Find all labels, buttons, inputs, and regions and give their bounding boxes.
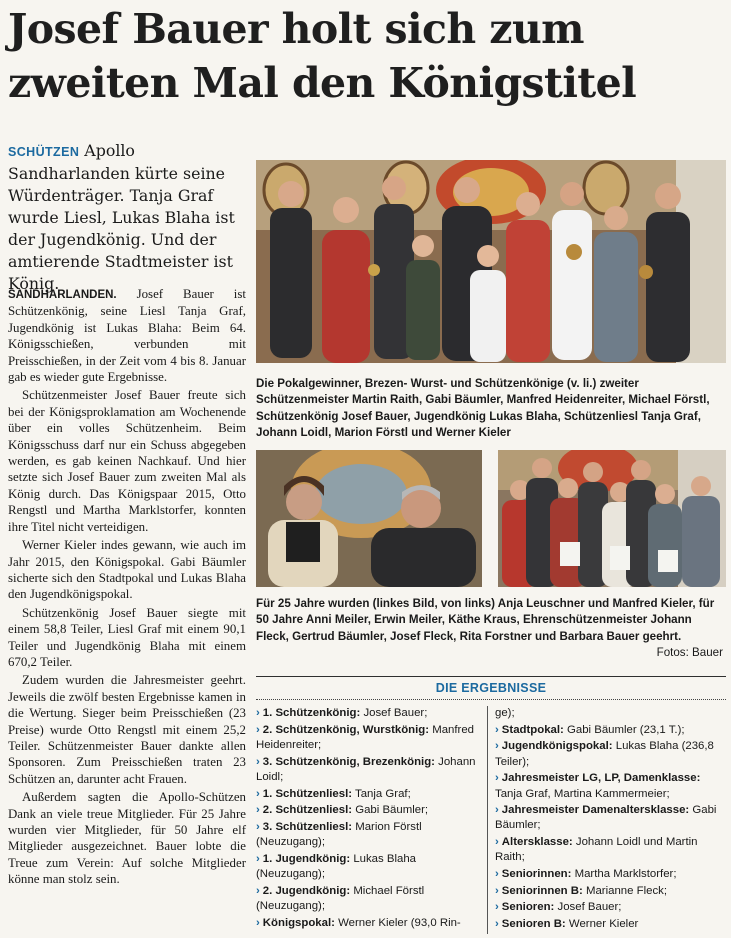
result-item: › Königspokal: Werner Kieler (93,0 Rin- bbox=[256, 916, 461, 929]
results-heading: DIE ERGEBNISSE bbox=[256, 676, 726, 700]
photo-credit: Fotos: Bauer bbox=[656, 646, 723, 659]
arrow-icon: › bbox=[256, 884, 260, 897]
result-item: › 1. Schützenliesl: Tanja Graf; bbox=[256, 787, 411, 800]
body-text: Josef Bauer ist Schützenkönig, seine Liesl Tanja Graf, Jugendkönig ist Lukas Blaha: Beim 64. Königsschießen, verbunden mit Preisschießen, in der Zeit vom 4 bis 8. Januar gab es wieder gute Ergebnisse. bbox=[8, 287, 246, 385]
arrow-icon: › bbox=[495, 901, 499, 914]
caption-lower-photos: Für 25 Jahre wurden (linkes Bild, von links) Anja Leuschner und Manfred Kieler, für 50 Jahre Anni Meiler, Erwin Meiler, Käthe Kraus, Ehrenschützenmeister Johann Fleck, Gertrud Bäumler, Josef Fleck, Rita Forstner und Barbara Bauer geehrt. bbox=[256, 597, 715, 643]
arrow-icon: › bbox=[256, 852, 260, 865]
arrow-icon: › bbox=[495, 804, 499, 817]
dateline: SANDHARLANDEN. bbox=[8, 289, 117, 301]
arrow-icon: › bbox=[256, 755, 260, 768]
photo-prize-winners bbox=[256, 160, 726, 363]
photo-prize-winners-image bbox=[256, 160, 726, 363]
result-item: › Altersklasse: Johann Loidl und Martin Raith; bbox=[495, 836, 698, 864]
result-item: › Seniorinnen B: Marianne Fleck; bbox=[495, 884, 668, 897]
result-item: › Jahresmeister Damenaltersklasse: Gabi Bäumler; bbox=[495, 804, 717, 832]
lead-paragraph bbox=[8, 140, 248, 295]
result-item: › Senioren B: Werner Kieler bbox=[495, 918, 639, 931]
result-item: › Senioren: Josef Bauer; bbox=[495, 901, 622, 914]
result-item: › Stadtpokal: Gabi Bäumler (23,1 T.); bbox=[495, 723, 685, 736]
result-item: › Seniorinnen: Martha Marklstorfer; bbox=[495, 868, 677, 881]
body-paragraph: Zudem wurden die Jahresmeister geehrt. Jeweils die zwölf besten Ergebnisse kamen in die Wertung. Sieger beim Preisschießen (23 Preise) wurde Otto Rengstl mit einem 25,2 Teiler. Schützenmeister Bauer dankte allen Sponsoren. Zum Preisschießen traten 23 Schützen an, darunter acht Frauen. bbox=[8, 673, 246, 786]
result-item: › Jahresmeister LG, LP, Damenklasse: Tanja Graf, Martina Kammermeier; bbox=[495, 772, 701, 800]
result-item: › 2. Jugendkönig: Michael Förstl (Neuzugang); bbox=[256, 884, 425, 912]
result-item: › 1. Jugendkönig: Lukas Blaha (Neuzugang); bbox=[256, 852, 417, 881]
body-paragraph: Außerdem sagten die Apollo-Schützen Dank an viele treue Mitglieder. Für 25 Jahre wurden vier Mitglieder, für 50 Jahre elf Mitglieder ausgezeichnet. Bauer lobte die Treue zum Verein: Auf solche Mitglieder könne man stolz sein. bbox=[8, 790, 246, 887]
arrow-icon: › bbox=[495, 918, 499, 931]
article-body bbox=[8, 286, 246, 890]
results-divider bbox=[487, 706, 488, 934]
photo-25-years bbox=[256, 450, 482, 587]
arrow-icon: › bbox=[256, 804, 260, 817]
photo-50-years-image bbox=[498, 450, 726, 587]
arrow-icon: › bbox=[495, 772, 499, 785]
arrow-icon: › bbox=[256, 787, 260, 800]
result-item: › 2. Schützenkönig, Wurstkönig: Manfred Heidenreiter; bbox=[256, 723, 474, 751]
arrow-icon: › bbox=[256, 707, 260, 719]
results-column-left bbox=[256, 706, 480, 932]
arrow-icon: › bbox=[256, 820, 260, 833]
arrow-icon: › bbox=[495, 723, 499, 736]
arrow-icon: › bbox=[256, 916, 260, 929]
result-continuation: ge); bbox=[495, 707, 515, 719]
result-item: › 3. Schützenkönig, Brezenkönig: Johann Loidl; bbox=[256, 755, 476, 783]
caption-main-photo: Die Pokalgewinner, Brezen- Wurst- und Schützenkönige (v. li.) zweiter Schützenmeister Martin Raith, Gabi Bäumler, Manfred Heidenreiter, Michael Förstl, Schützenkönig Josef Bauer, Jugendkönig Lukas Blaha, Schützenliesl Tanja Graf, Johann Loidl, Marion Förstl und Werner Kieler bbox=[256, 377, 710, 440]
arrow-icon: › bbox=[495, 740, 499, 753]
result-item: › 1. Schützenkönig: Josef Bauer; bbox=[256, 707, 428, 719]
result-item: › 2. Schützenliesl: Gabi Bäumler; bbox=[256, 804, 429, 817]
section-kicker: SCHÜTZEN bbox=[8, 145, 80, 159]
headline: Josef Bauer holt sich zum zweiten Mal den Königstitel bbox=[8, 5, 637, 107]
results-column-right bbox=[495, 706, 726, 934]
arrow-icon: › bbox=[495, 868, 499, 881]
body-paragraph bbox=[8, 286, 246, 385]
result-item: › Jugendkönigspokal: Lukas Blaha (236,8 Teiler); bbox=[495, 740, 714, 768]
photo-25-years-image bbox=[256, 450, 482, 587]
arrow-icon: › bbox=[495, 884, 499, 897]
arrow-icon: › bbox=[495, 836, 499, 849]
body-paragraph: Werner Kieler indes gewann, wie auch im Jahr 2015, den Königspokal. Gabi Bäumler sicherte sich den Stadtpokal und Lukas Blaha den Jugendkönigspokal. bbox=[8, 538, 246, 602]
photo-50-years bbox=[498, 450, 726, 587]
lead-text: Apollo Sandharlanden kürte seine Würdenträger. Tanja Graf wurde Liesl, Lukas Blaha ist der Jugendkönig. Und der amtierende Stadtmeister ist König. bbox=[8, 141, 235, 293]
arrow-icon: › bbox=[256, 723, 260, 736]
body-paragraph: Schützenmeister Josef Bauer freute sich bei der Königsproklamation am Wochenende über ein volles Schützenheim. Beim Königsschuss darf nur ein Schuss abgegeben werden, es gab keinen Nachkauf. Und hier setzte sich Josef Bauer zum zweiten Mal als König durch. Das Königspaar 2015, Otto Rengstl und Martha Marklstorfer, konnten ihre Titel nicht verteidigen. bbox=[8, 388, 246, 534]
result-item: › 3. Schützenliesl: Marion Förstl (Neuzugang); bbox=[256, 820, 422, 849]
body-paragraph: Schützenkönig Josef Bauer siegte mit einem 58,8 Teiler, Liesl Graf mit einem 90,1 Teiler und Jugendkönig Blaha mit einem 670,2 Teiler. bbox=[8, 605, 246, 669]
